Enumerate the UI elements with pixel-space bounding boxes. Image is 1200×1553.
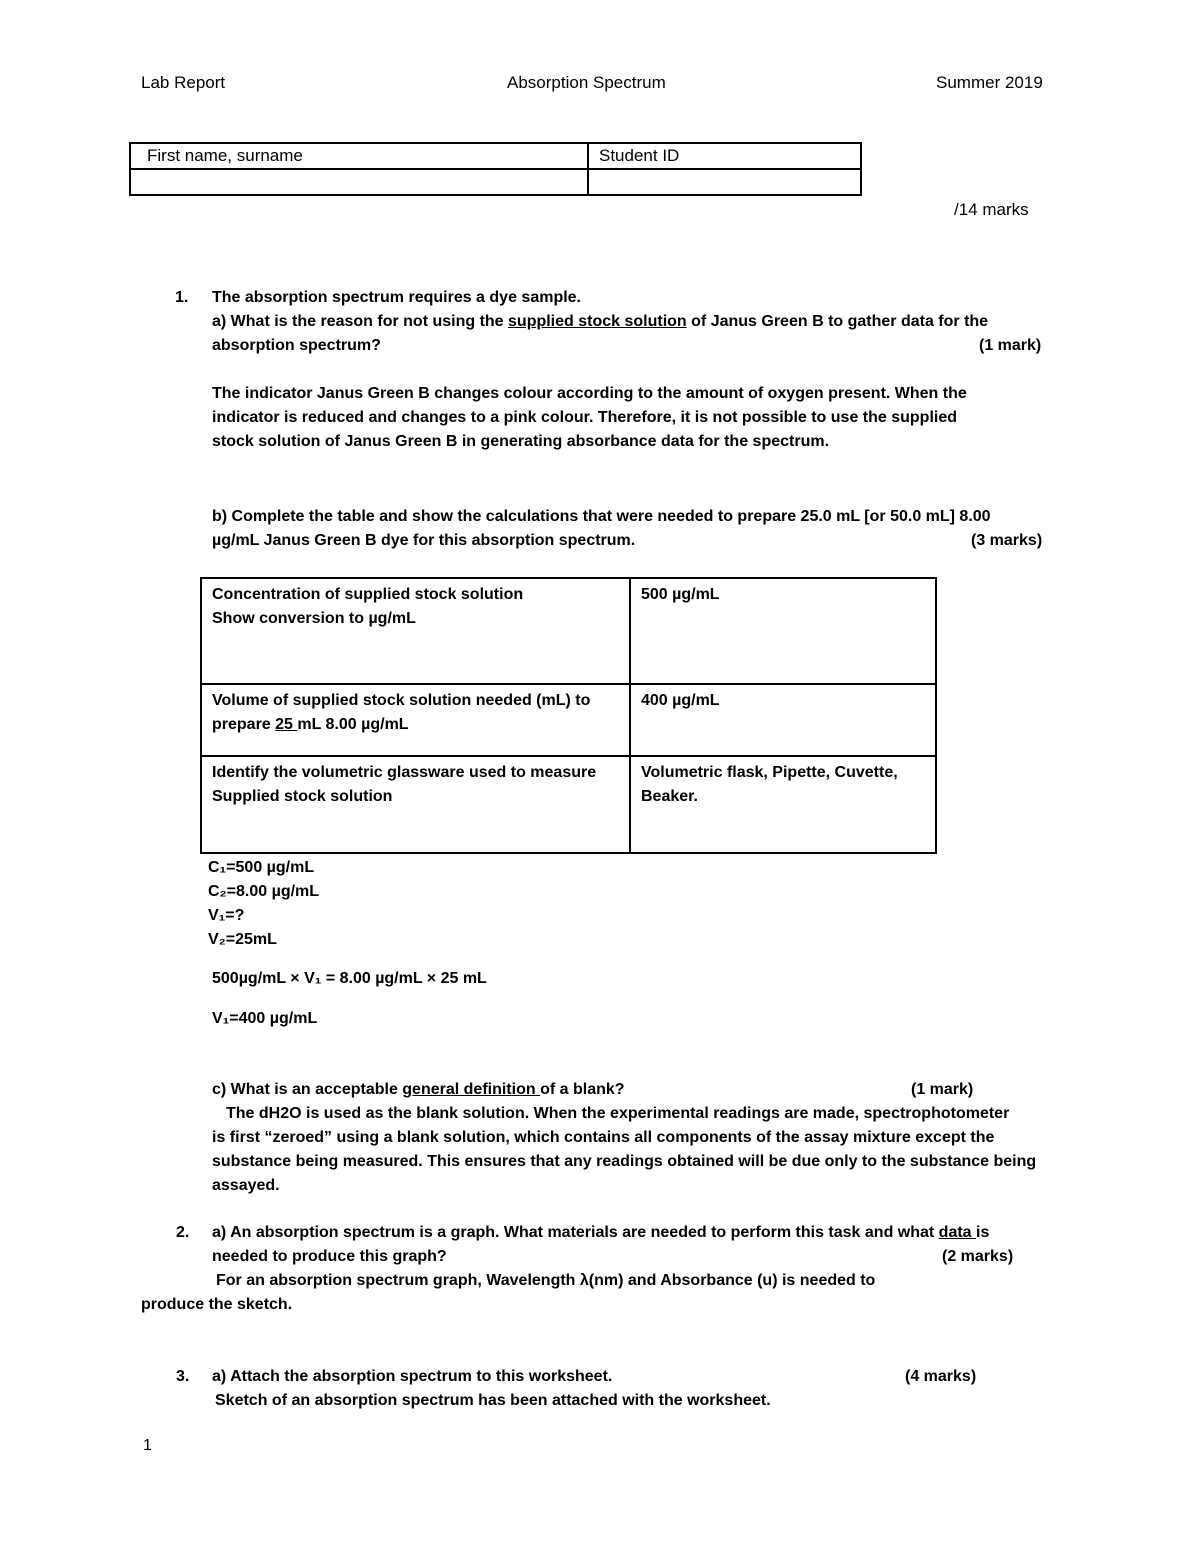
glassware-value-line1: Volumetric flask, Pipette, Cuvette, [641, 764, 898, 781]
q1c-question [212, 1078, 625, 1102]
volume-label-underlined: 25 [275, 716, 298, 733]
header-center: Absorption Spectrum [507, 73, 666, 92]
q1a-answer-line1: The indicator Janus Green B changes colour according to the amount of oxygen present. When the [212, 385, 967, 402]
volume-label-line1: Volume of supplied stock solution needed (mL) to [212, 692, 591, 709]
q2-number: 2. [176, 1224, 190, 1241]
table-row-glassware-label [201, 756, 630, 853]
student-id-table [129, 142, 862, 196]
calc-result: V₁=400 µg/mL [212, 1010, 318, 1027]
q1c-prefix: c) What is an acceptable [212, 1081, 403, 1098]
q2a-marks: (2 marks) [942, 1248, 1014, 1265]
header-right: Summer 2019 [936, 73, 1043, 92]
total-marks: /14 marks [954, 200, 1029, 219]
calc-c1: C₁=500 µg/mL [208, 859, 315, 876]
q3-number: 3. [176, 1368, 190, 1385]
q3a-question: a) Attach the absorption spectrum to this worksheet. [212, 1368, 613, 1385]
q1a-answer-line2: indicator is reduced and changes to a pink colour. Therefore, it is not possible to use the supplied [212, 409, 958, 426]
volume-value: 400 µg/mL [641, 692, 720, 709]
volume-label-line2 [212, 713, 619, 737]
q1c-suffix: of a blank? [540, 1081, 625, 1098]
name-input-cell[interactable] [130, 169, 588, 195]
table-row-concentration-label [201, 578, 630, 684]
preparation-table [200, 577, 937, 854]
glassware-value-line2: Beaker. [641, 788, 698, 805]
q1c-underlined: general definition [402, 1081, 541, 1098]
q3a-answer: Sketch of an absorption spectrum has been attached with the worksheet. [215, 1392, 771, 1409]
table-row-volume-label [201, 684, 630, 756]
q2a-suffix: is [976, 1224, 990, 1241]
table-row-volume-value [630, 684, 936, 756]
table-row-glassware-value [630, 756, 936, 853]
student-id-input-cell[interactable] [588, 169, 861, 195]
q1a-marks: (1 mark) [979, 337, 1042, 354]
q1a-question-line2: absorption spectrum? [212, 337, 381, 354]
q1b-question-line1: b) Complete the table and show the calculations that were needed to prepare 25.0 mL [or 50.0 mL] 8.00 [212, 508, 991, 525]
calc-equation: 500µg/mL × V₁ = 8.00 µg/mL × 25 mL [212, 970, 487, 987]
glassware-label-line2: Supplied stock solution [212, 788, 393, 805]
q1c-answer-line4: assayed. [212, 1177, 280, 1194]
q1c-answer-line3: substance being measured. This ensures that any readings obtained will be due only to the substance being [212, 1153, 1037, 1170]
q1-intro: The absorption spectrum requires a dye sample. [212, 289, 581, 306]
q1c-answer-line2: is first “zeroed” using a blank solution, which contains all components of the assay mixture except the [212, 1129, 995, 1146]
q2a-question-line1 [212, 1221, 989, 1245]
q2a-prefix: a) An absorption spectrum is a graph. What materials are needed to perform this task and what [212, 1224, 939, 1241]
q1b-question-line2: µg/mL Janus Green B dye for this absorption spectrum. [212, 532, 636, 549]
q3a-marks: (4 marks) [905, 1368, 977, 1385]
q1-number: 1. [175, 289, 189, 306]
calc-v2: V₂=25mL [208, 931, 277, 948]
student-id-label-cell: Student ID [588, 143, 861, 169]
q1b-marks: (3 marks) [971, 532, 1043, 549]
q1a-suffix: of Janus Green B to gather data for the [686, 313, 989, 330]
calc-v1: V₁=? [208, 907, 245, 924]
volume-label-pre: prepare [212, 716, 276, 733]
q2a-question-line2: needed to produce this graph? [212, 1248, 447, 1265]
concentration-label-line1: Concentration of supplied stock solution [212, 586, 524, 603]
q1a-question-line1 [212, 310, 988, 334]
q2a-answer-line1: For an absorption spectrum graph, Wavelength λ(nm) and Absorbance (u) is needed to [216, 1272, 876, 1289]
page-number: 1 [143, 1437, 152, 1454]
calc-c2: C₂=8.00 µg/mL [208, 883, 320, 900]
q2a-answer-line2: produce the sketch. [141, 1296, 293, 1313]
q1c-answer-line1: The dH2O is used as the blank solution. When the experimental readings are made, spectrophotometer [226, 1105, 1010, 1122]
q1c-marks: (1 mark) [911, 1081, 974, 1098]
table-row-concentration-value [630, 578, 936, 684]
name-label-cell: First name, surname [130, 143, 588, 169]
glassware-label-line1: Identify the volumetric glassware used to measure [212, 764, 597, 781]
q2a-underlined: data [938, 1224, 977, 1241]
q1a-answer-line3: stock solution of Janus Green B in generating absorbance data for the spectrum. [212, 433, 830, 450]
q1a-underlined: supplied stock solution [508, 313, 687, 330]
volume-label-post: mL 8.00 µg/mL [297, 716, 409, 733]
concentration-label-line2: Show conversion to µg/mL [212, 610, 416, 627]
q1a-prefix: a) What is the reason for not using the [212, 313, 509, 330]
header-left: Lab Report [141, 73, 226, 92]
concentration-value: 500 µg/mL [641, 586, 720, 603]
